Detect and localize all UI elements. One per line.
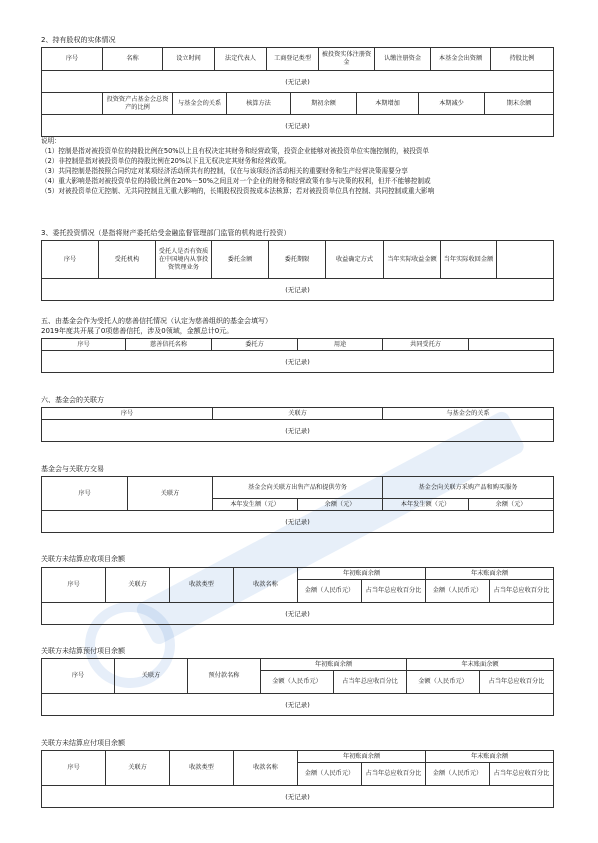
notes-label: 说明： bbox=[41, 137, 61, 145]
col-header: 核算方法 bbox=[227, 93, 291, 115]
col-header: 年末账面余额 bbox=[407, 659, 554, 671]
section-title-equity: 2、持有股权的实体情况 bbox=[41, 36, 116, 44]
col-header: 序号 bbox=[42, 48, 103, 71]
col-header: 委托金额 bbox=[212, 241, 269, 279]
col-header: 余额（元） bbox=[469, 499, 554, 511]
col-header: 关联方 bbox=[115, 659, 188, 694]
col-header: 金额（人民币元） bbox=[261, 671, 334, 694]
col-header: 收款类型 bbox=[170, 568, 234, 603]
col-header: 用途 bbox=[298, 339, 383, 351]
no-record: (无记录) bbox=[42, 511, 554, 533]
col-header: 被投资实体注册资金 bbox=[319, 48, 375, 71]
blank-cell bbox=[42, 93, 103, 115]
col-header: 序号 bbox=[42, 241, 99, 279]
no-record: (无记录) bbox=[42, 603, 554, 625]
col-header: 金额（人民币元） bbox=[426, 763, 490, 786]
note-line: （5）对被投资单位无控制、无共同控制且无重大影响的，长期股权投资按成本法核算；若对被投资单位具有控制、共同控制或重大影响 bbox=[41, 187, 435, 195]
no-record: (无记录) bbox=[42, 115, 554, 137]
col-header: 占当年总应收百分比 bbox=[362, 580, 426, 603]
no-record: (无记录) bbox=[42, 71, 554, 93]
col-header: 受托机构 bbox=[99, 241, 156, 279]
section-title-payables: 关联方未结算应付项目余额 bbox=[41, 739, 125, 747]
col-header: 占当年总应收百分比 bbox=[362, 763, 426, 786]
col-header: 认缴注册资金 bbox=[375, 48, 431, 71]
payables-table bbox=[41, 750, 554, 808]
col-header: 当年实际收回金额 bbox=[441, 241, 497, 279]
entrusted-table bbox=[41, 240, 554, 301]
col-header: 当年实际收益金额 bbox=[384, 241, 441, 279]
col-header: 占当年总应收百分比 bbox=[334, 671, 407, 694]
col-header: 法定代表人 bbox=[215, 48, 267, 71]
col-header: 本年发生额（元） bbox=[213, 499, 298, 511]
blank-cell bbox=[469, 339, 554, 351]
col-header: 序号 bbox=[42, 477, 128, 511]
col-header: 与基金会的关系 bbox=[173, 93, 227, 115]
col-header: 预付款名称 bbox=[188, 659, 261, 694]
col-header: 占当年总应收百分比 bbox=[480, 671, 554, 694]
no-record: (无记录) bbox=[42, 351, 554, 373]
no-record: (无记录) bbox=[42, 279, 554, 301]
col-header: 收款名称 bbox=[234, 568, 298, 603]
col-header: 委托期限 bbox=[269, 241, 326, 279]
no-record: (无记录) bbox=[42, 694, 554, 716]
col-header: 本基金会出资额 bbox=[431, 48, 491, 71]
col-header: 工商登记类型 bbox=[267, 48, 319, 71]
col-header: 金额（人民币元） bbox=[407, 671, 480, 694]
col-header: 余额（元） bbox=[298, 499, 383, 511]
col-header: 占当年总应收百分比 bbox=[490, 763, 554, 786]
col-header: 设立时间 bbox=[163, 48, 215, 71]
prepayments-table bbox=[41, 658, 554, 716]
blank-cell bbox=[497, 241, 554, 279]
col-header: 本期减少 bbox=[419, 93, 485, 115]
note-line: （1）控制是指对被投资单位的持股比例在50%以上且有权决定其财务和经营政策，投资企业能够对被投资单位实施控制的，被投资单 bbox=[41, 147, 430, 155]
section-title-transactions: 基金会与关联方交易 bbox=[41, 465, 104, 473]
section-title-entrusted: 3、委托投资情况（是指将财产委托给受金融监督管理部门监管的机构进行投资） bbox=[41, 229, 291, 237]
col-header: 序号 bbox=[42, 659, 115, 694]
related-table bbox=[41, 407, 554, 442]
col-header: 持股比例 bbox=[491, 48, 554, 71]
col-header: 期初余额 bbox=[291, 93, 357, 115]
col-header: 委托方 bbox=[212, 339, 298, 351]
col-header: 基金会向关联方采购产品和购买服务 bbox=[383, 477, 554, 499]
col-header: 名称 bbox=[103, 48, 163, 71]
col-header: 金额（人民币元） bbox=[298, 580, 362, 603]
col-header: 基金会向关联方出售产品和提供劳务 bbox=[213, 477, 383, 499]
col-header: 年末账面余额 bbox=[426, 751, 554, 763]
col-header: 占当年总应收百分比 bbox=[490, 580, 554, 603]
note-line: （3）共同控制是指按照合同约定对某项经济活动所共有的控制，仅在与该项经济活动相关的重要财务和生产经营决策需要分享 bbox=[41, 167, 408, 175]
note-line: （4）重大影响是指对被投资单位的持股比例在20%－50%之间且对一个企业的财务和经营政策有参与决策的权利，但并不能够控制或 bbox=[41, 177, 431, 185]
col-header: 共同受托方 bbox=[383, 339, 469, 351]
col-header: 关联方 bbox=[213, 408, 383, 420]
col-header: 投资资产占基金会总资产的比例 bbox=[103, 93, 173, 115]
col-header: 本年发生额（元） bbox=[383, 499, 469, 511]
no-record: (无记录) bbox=[42, 420, 554, 442]
col-header: 关联方 bbox=[106, 568, 170, 603]
col-header: 收款类型 bbox=[170, 751, 234, 786]
col-header: 序号 bbox=[42, 568, 106, 603]
equity-table-2 bbox=[41, 92, 554, 137]
col-header: 序号 bbox=[42, 339, 126, 351]
col-header: 年初账面余额 bbox=[261, 659, 407, 671]
col-header: 收益确定方式 bbox=[326, 241, 384, 279]
col-header: 序号 bbox=[42, 408, 213, 420]
col-header: 金额（人民币元） bbox=[298, 763, 362, 786]
section-title-receivables: 关联方未结算应收项目余额 bbox=[41, 555, 125, 563]
col-header: 受托人是否有资质在中国境内从事投资管理业务 bbox=[156, 241, 212, 279]
col-header: 金额（人民币元） bbox=[426, 580, 490, 603]
section-title-trust: 五、由基金会作为受托人的慈善信托情况（认定为慈善组织的基金会填写） bbox=[41, 317, 272, 325]
equity-table bbox=[41, 47, 554, 93]
trust-summary: 2019年度共开展了0项慈善信托，涉及0领域，金额总计0元。 bbox=[41, 327, 234, 335]
section-title-related: 六、基金会的关联方 bbox=[41, 396, 104, 404]
col-header: 关联方 bbox=[106, 751, 170, 786]
col-header: 收款名称 bbox=[234, 751, 298, 786]
col-header: 年初账面余额 bbox=[298, 751, 426, 763]
col-header: 序号 bbox=[42, 751, 106, 786]
no-record: (无记录) bbox=[42, 786, 554, 808]
col-header: 与基金会的关系 bbox=[383, 408, 554, 420]
col-header: 年末账面余额 bbox=[426, 568, 554, 580]
col-header: 年初账面余额 bbox=[298, 568, 426, 580]
receivables-table bbox=[41, 567, 554, 625]
trust-table bbox=[41, 338, 554, 373]
col-header: 关联方 bbox=[128, 477, 213, 511]
col-header: 慈善信托名称 bbox=[126, 339, 212, 351]
col-header: 期末余额 bbox=[485, 93, 554, 115]
col-header: 本期增加 bbox=[357, 93, 419, 115]
transactions-table bbox=[41, 476, 554, 533]
note-line: （2）非控制是指对被投资单位的持股比例在20%以下且无权决定其财务和经营政策。 bbox=[41, 157, 291, 165]
section-title-prepayments: 关联方未结算预付项目余额 bbox=[41, 647, 125, 655]
